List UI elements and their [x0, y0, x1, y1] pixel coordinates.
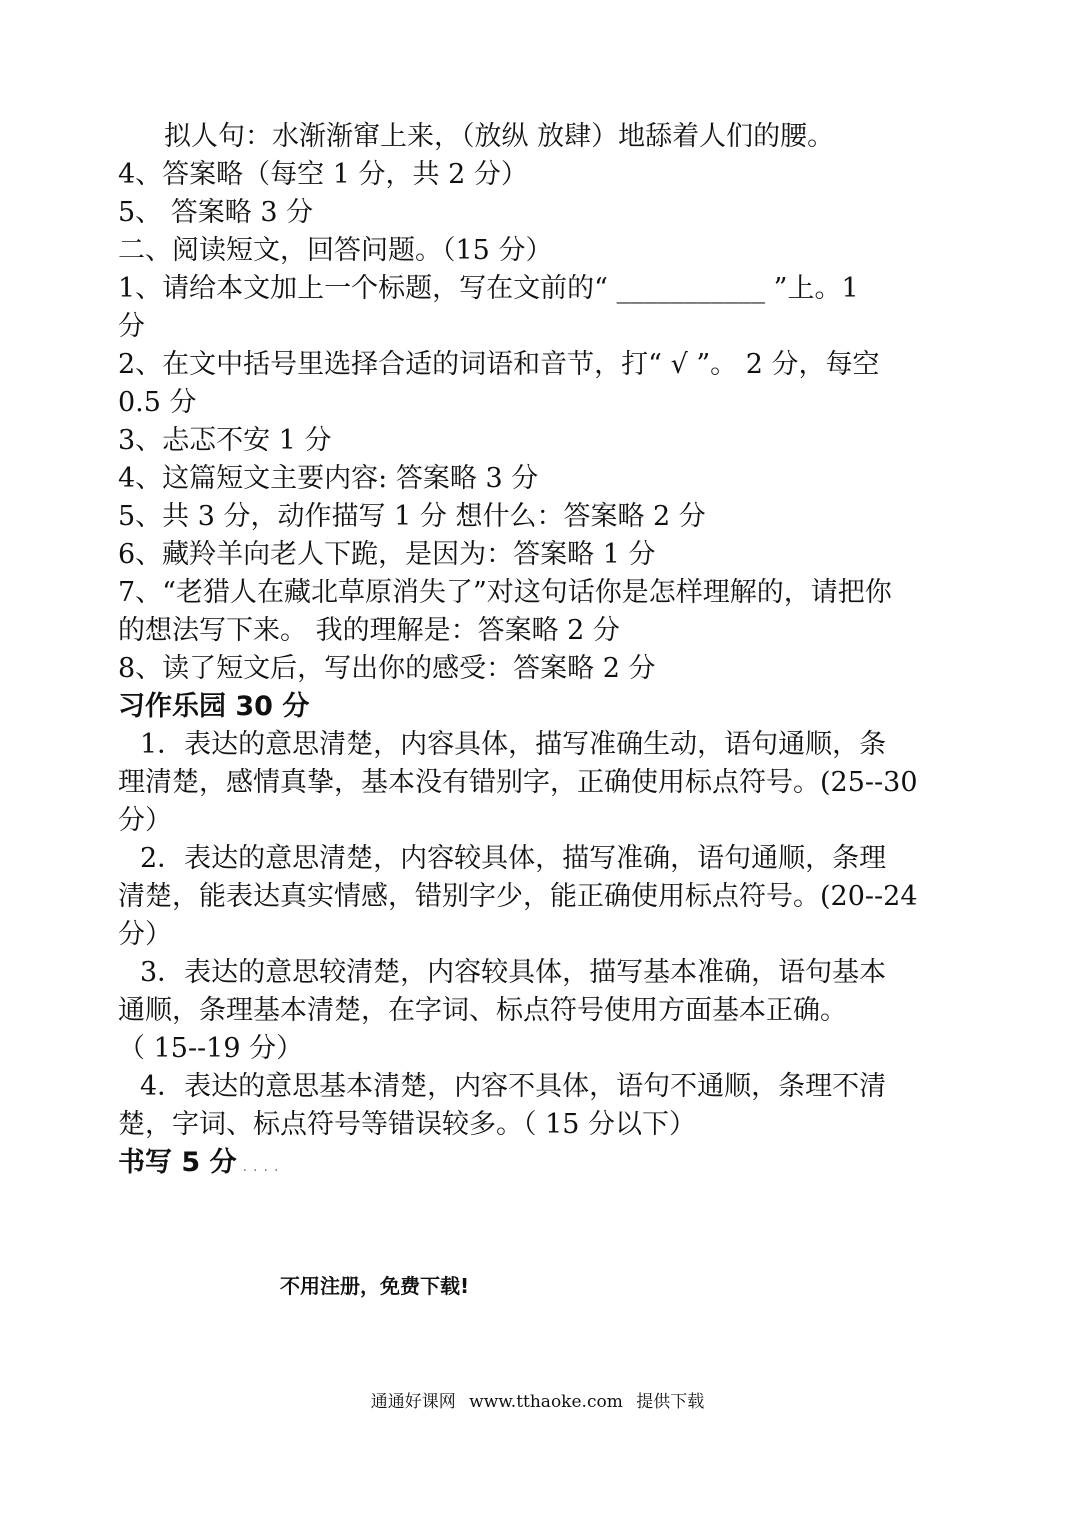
writing-level4-line2: 楚，字词、标点符号等错误较多。（ 15 分以下） — [118, 1109, 697, 1140]
handwriting-title-text: 书写 5 分 — [118, 1147, 237, 1178]
page-footer — [0, 1390, 1075, 1414]
reading-q2-line1: 2、在文中括号里选择合适的词语和音节，打“ √ ”。 2 分，每空 — [118, 349, 880, 380]
free-download-notice: 不用注册，免费下载! — [280, 1274, 470, 1298]
handwriting-dots: .... — [242, 1159, 285, 1175]
reading-q5: 5、共 3 分，动作描写 1 分 想什么：答案略 2 分 — [118, 501, 706, 532]
reading-q7-line2: 的想法写下来。 我的理解是：答案略 2 分 — [118, 615, 620, 646]
writing-level2-line2: 清楚，能表达真实情感，错别字少，能正确使用标点符号。(20--24 — [118, 881, 918, 912]
answer-item-4: 4、答案略（每空 1 分，共 2 分） — [118, 159, 528, 190]
personification-answer: 拟人句：水渐渐窜上来，（放纵 放肆）地舔着人们的腰。 — [164, 121, 835, 152]
reading-section-title: 二、阅读短文，回答问题。（15 分） — [118, 235, 553, 266]
reading-q8: 8、读了短文后，写出你的感受：答案略 2 分 — [118, 653, 656, 684]
writing-level1-line3: 分） — [118, 805, 172, 836]
writing-level1-line1: 1．表达的意思清楚，内容具体，描写准确生动，语句通顺，条 — [140, 729, 887, 760]
reading-q3: 3、忐忑不安 1 分 — [118, 425, 332, 456]
reading-q6: 6、藏羚羊向老人下跪，是因为：答案略 1 分 — [118, 539, 656, 570]
answer-key-content — [118, 118, 960, 1182]
writing-level3-line1: 3．表达的意思较清楚，内容较具体，描写基本准确，语句基本 — [140, 957, 887, 988]
reading-q2-line2: 0.5 分 — [118, 387, 197, 418]
reading-q7-line1: 7、“老猎人在藏北草原消失了”对这句话你是怎样理解的，请把你 — [118, 577, 892, 608]
reading-q1-line1: 1、请给本文加上一个标题，写在文前的“ ___________ ”上。1 — [118, 273, 859, 304]
reading-q4: 4、这篇短文主要内容: 答案略 3 分 — [118, 463, 539, 494]
writing-section-title: 习作乐园 30 分 — [118, 691, 310, 722]
handwriting-section-title — [118, 1144, 960, 1182]
writing-level4-line1: 4．表达的意思基本清楚，内容不具体，语句不通顺，条理不清 — [140, 1071, 887, 1102]
writing-level2-line1: 2．表达的意思清楚，内容较具体，描写准确，语句通顺，条理 — [140, 843, 887, 874]
writing-level3-line3: （ 15--19 分） — [118, 1033, 304, 1064]
writing-level3-line2: 通顺，条理基本清楚，在字词、标点符号使用方面基本正确。 — [118, 995, 847, 1026]
writing-level2-line3: 分） — [118, 919, 172, 950]
answer-item-5: 5、 答案略 3 分 — [118, 197, 314, 228]
writing-level1-line2: 理清楚，感情真挚，基本没有错别字，正确使用标点符号。(25--30 — [118, 767, 918, 798]
footer-url-link[interactable]: www.tthaoke.com — [469, 1392, 623, 1412]
footer-provide-text: 提供下载 — [636, 1392, 705, 1412]
footer-site-name: 通通好课网 — [370, 1392, 456, 1412]
reading-q1-line2: 分 — [118, 311, 145, 342]
